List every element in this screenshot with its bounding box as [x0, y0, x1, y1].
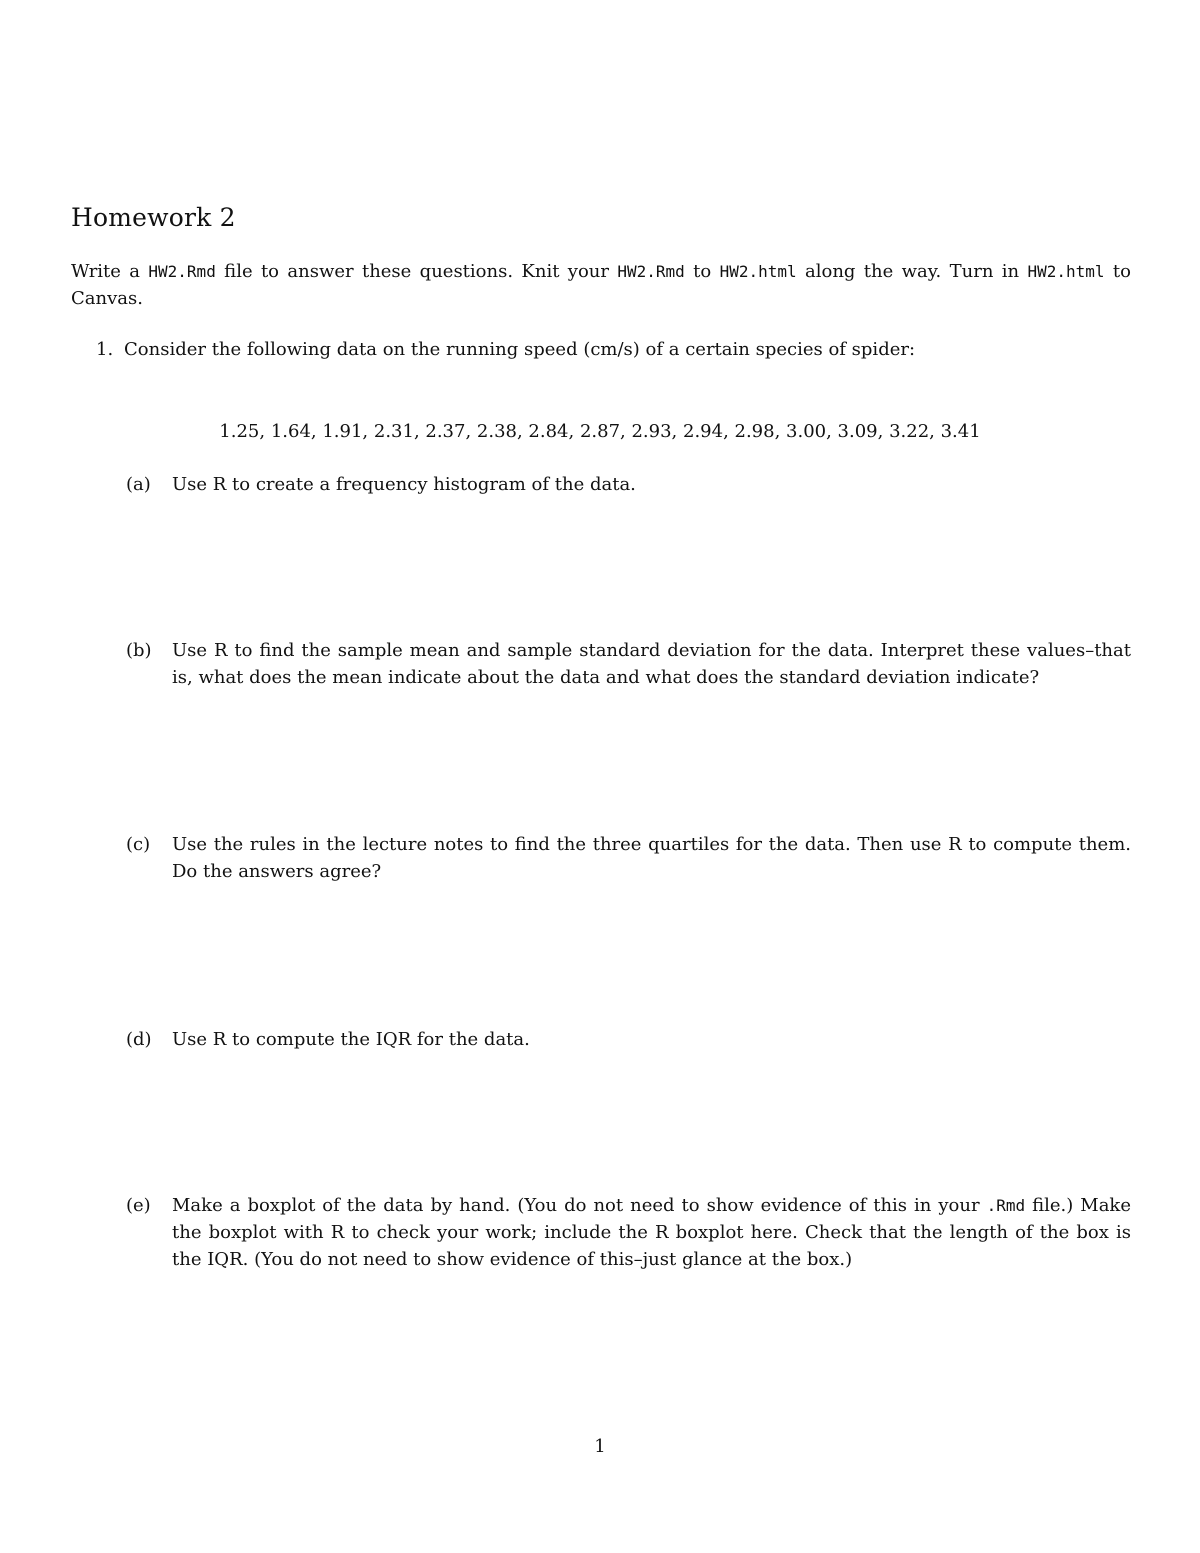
page-number: 1 — [594, 1436, 606, 1457]
part-text-segment: Make a boxplot of the data by hand. (You do not need to show evidence of this in your — [172, 1195, 987, 1216]
intro-text: file to answer these questions. Knit your — [215, 261, 618, 282]
part-text: Use the rules in the lecture notes to find the three quartiles for the data. Then use R to compute them. Do the answers agree? — [172, 834, 1131, 882]
question-number: 1. — [96, 339, 114, 360]
question-text: Consider the following data on the running speed (cm/s) of a certain species of spider: — [124, 339, 916, 360]
intro-paragraph — [71, 258, 1131, 312]
part-code: .Rmd — [986, 1196, 1026, 1215]
part-text — [172, 1192, 1131, 1273]
intro-text: to — [684, 261, 720, 282]
part-label: (a) — [126, 474, 151, 495]
part-label: (e) — [126, 1195, 151, 1216]
question-part-a — [126, 471, 1131, 498]
part-label: (b) — [126, 640, 152, 661]
part-text-segment: file.) Make the boxplot with R to check your work; include the R boxplot here. Check that the length of the box is the IQR. (You do not need to show evidence of this–just glance at the box.) — [172, 1195, 1131, 1270]
page-title: Homework 2 — [71, 203, 236, 232]
part-label: (d) — [126, 1029, 152, 1050]
question-part-b — [126, 637, 1131, 691]
intro-code: HW2.html — [719, 262, 797, 281]
intro-code: HW2.Rmd — [617, 262, 685, 281]
intro-text: along the way. Turn in — [796, 261, 1028, 282]
intro-code: HW2.Rmd — [148, 262, 216, 281]
intro-code: HW2.html — [1027, 262, 1105, 281]
intro-text: to Canvas. — [71, 261, 1131, 309]
data-values: 1.25, 1.64, 1.91, 2.31, 2.37, 2.38, 2.84, 2.87, 2.93, 2.94, 2.98, 3.00, 3.09, 3.22, 3.41 — [219, 421, 981, 442]
question-part-e — [126, 1192, 1131, 1273]
question-part-d — [126, 1026, 1131, 1053]
part-text: Use R to create a frequency histogram of the data. — [172, 474, 636, 495]
question-1 — [96, 336, 1131, 363]
part-text: Use R to compute the IQR for the data. — [172, 1029, 530, 1050]
part-text: Use R to find the sample mean and sample standard deviation for the data. Interpret these values–that is, what does the mean indicate about the data and what does the standard deviation indicate? — [172, 640, 1131, 688]
data-values-line — [0, 421, 1200, 442]
intro-text: Write a — [71, 261, 149, 282]
question-part-c — [126, 831, 1131, 885]
part-label: (c) — [126, 834, 151, 855]
